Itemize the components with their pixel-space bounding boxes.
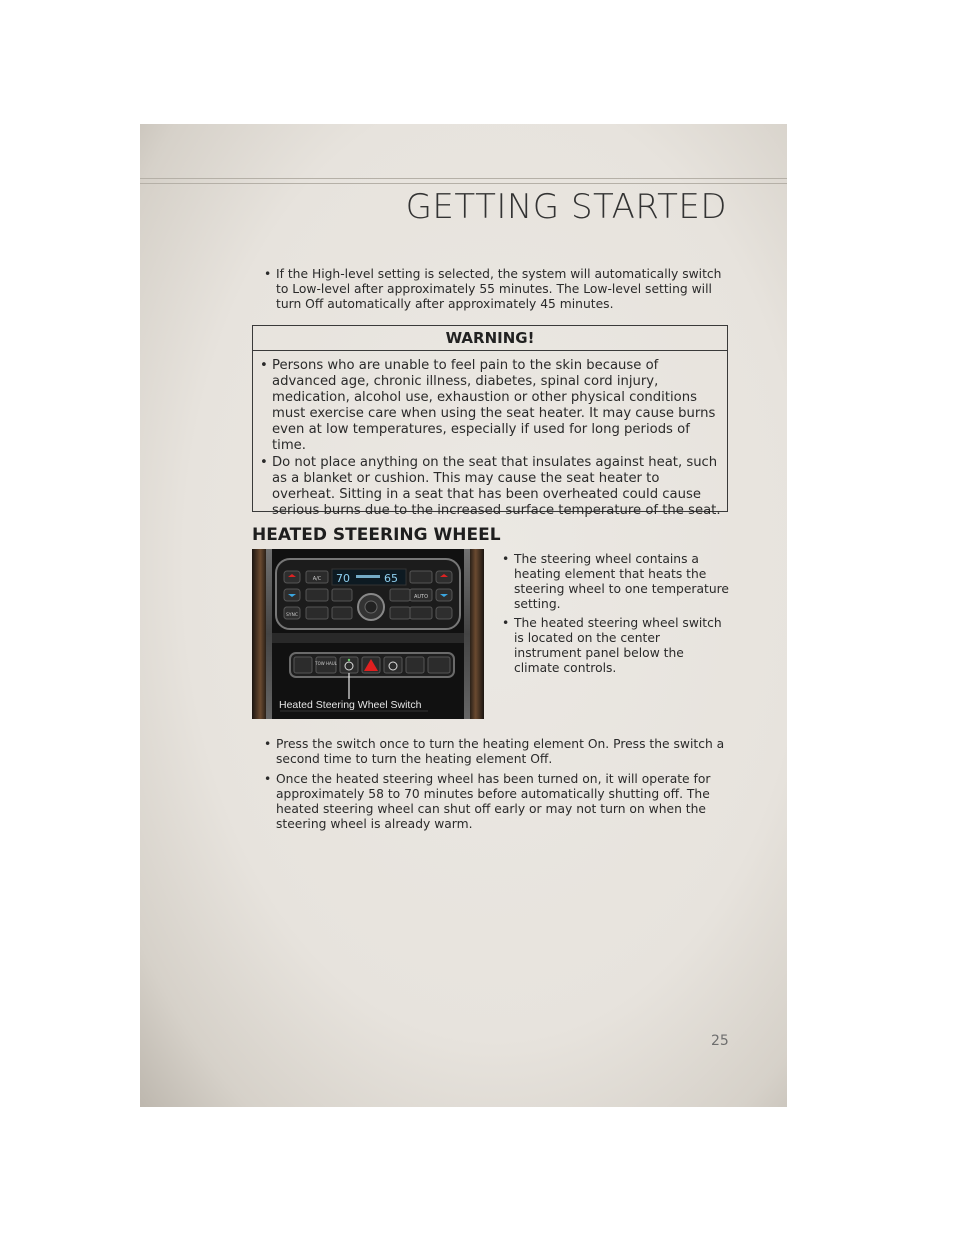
warning-item: • Persons who are unable to feel pain to the skin because of advanced age, chronic illness, diabetes, spinal cord injury, medication, alcohol use, exhaustion or other physical conditions must exercise care when using the seat heater. It may cause burns even at low temperatures, especially if used for long periods of time. [260,358,721,454]
page-title: GETTING STARTED [405,187,727,227]
side-list [502,552,730,676]
header-rule-bottom [140,183,787,184]
warning-box [252,325,728,518]
manual-page [140,124,787,1107]
bottom-bullet: • Once the heated steering wheel has been turned on, it will operate for approximately 58 to 70 minutes before automatically shutting off. The heated steering wheel can shut off early or may not turn on when the steering wheel is already warm. [264,772,726,832]
intro-list [264,267,724,312]
side-bullet: • The steering wheel contains a heating element that heats the steering wheel to one temperature setting. [502,552,730,612]
display-temp-right: 65 [384,572,398,585]
warning-title: WARNING! [253,326,727,351]
bottom-bullet: • Press the switch once to turn the heating element On. Press the switch a second time to turn the heating element Off. [264,737,726,767]
display-temp-left: 70 [336,572,350,585]
page-number: 25 [711,1033,729,1049]
header-rule-top [140,178,787,179]
warning-item: • Do not place anything on the seat that insulates against heat, such as a blanket or cushion. This may cause the seat heater to overheat. Sitting in a seat that has been overheated could cause serious burns due to the increased surface temperature of the seat. [260,455,721,519]
tow-haul-button-label: TOW HAUL [315,661,337,666]
intro-bullet: • If the High-level setting is selected, the system will automatically switch to Low-level after approximately 55 minutes. The Low-level setting will turn Off automatically after approximately 45 minutes. [264,267,724,312]
bottom-list [264,737,726,832]
ac-button-label: A/C [312,576,322,582]
climate-panel-image [252,549,484,719]
section-heading: HEATED STEERING WHEEL [252,525,501,545]
climate-control-photo [252,549,484,719]
warning-list [260,358,721,519]
side-bullet: • The heated steering wheel switch is located on the center instrument panel below the climate controls. [502,616,730,676]
photo-caption: Heated Steering Wheel Switch [279,699,422,711]
auto-button-label: AUTO [413,594,429,600]
sync-button-label: SYNC [285,613,299,618]
